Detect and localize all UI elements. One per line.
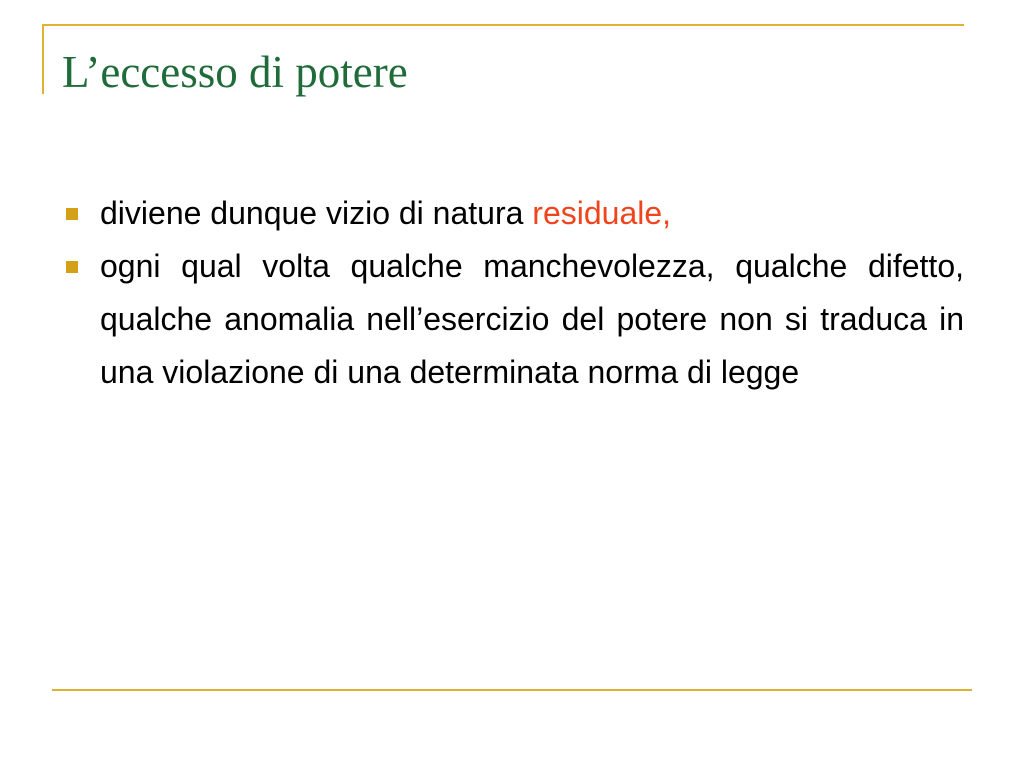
frame-bottom-line [52,689,972,691]
bullet-text: ogni qual volta qualche manchevolezza, qualche difetto, qualche anomalia nell’esercizio del potere non si traduca in una violazione di una determinata norma di legge [100,248,964,390]
highlight-text: residuale, [532,195,672,231]
frame-left-line [42,24,44,94]
bullet-item [62,240,964,399]
bullet-text: diviene dunque vizio di natura [100,195,533,231]
bullet-item [62,187,964,240]
bullet-list [62,187,964,399]
square-bullet-icon [66,208,78,220]
square-bullet-icon [66,261,78,273]
slide-title: L’eccesso di potere [62,47,408,97]
frame-top-line [42,24,964,26]
